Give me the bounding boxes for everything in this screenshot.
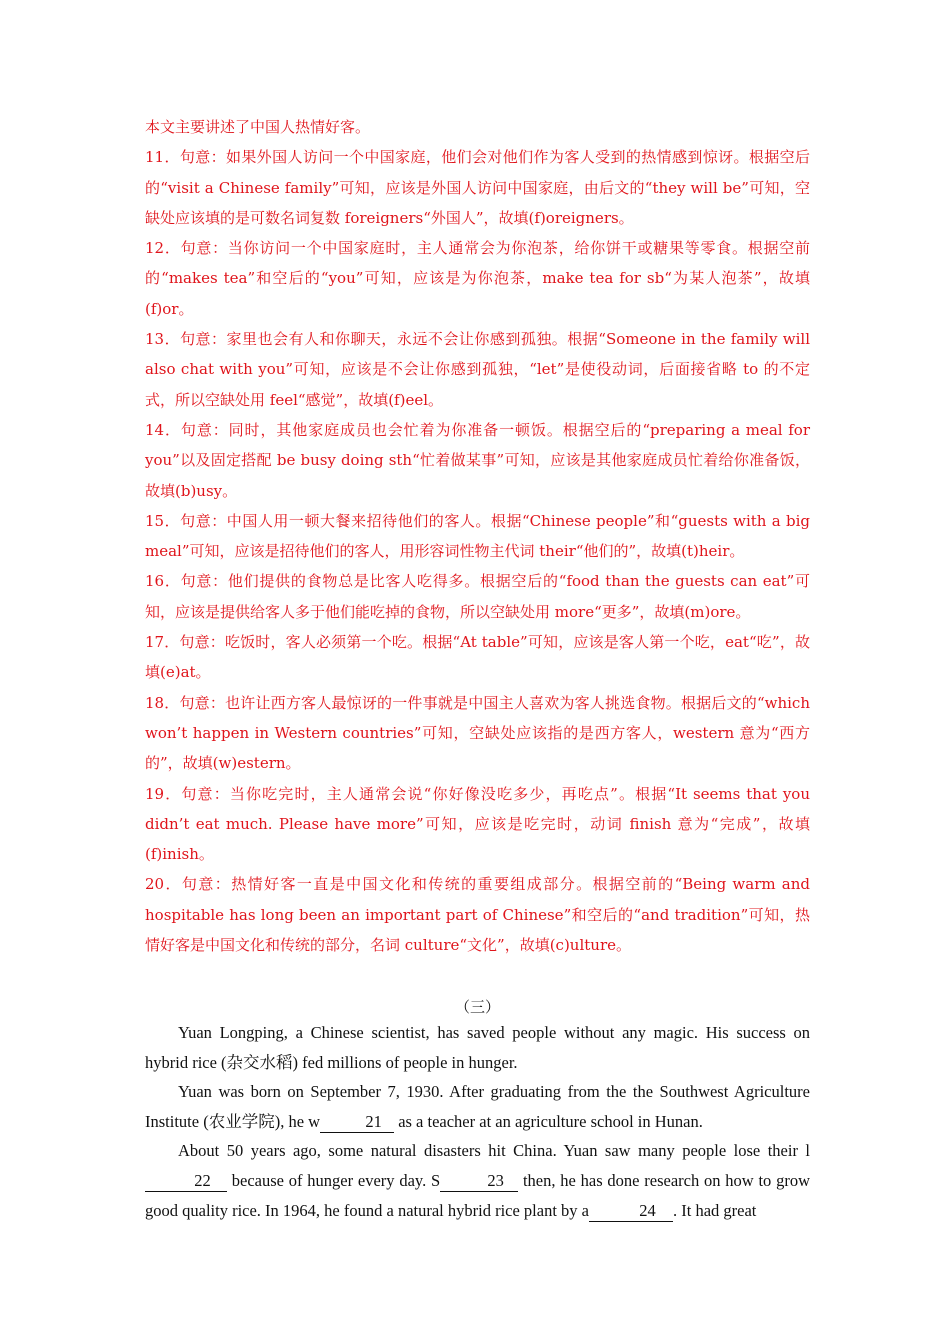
answer-item-12: 12．句意：当你访问一个中国家庭时，主人通常会为你泡茶，给你饼干或糖果等零食。根据空前的“makes tea”和空后的“you”可知，应该是为你泡茶，make tea for sb“为某人泡茶”，故填(f)or。 [145,239,810,318]
answer-item-14: 14．句意：同时，其他家庭成员也会忙着为你准备一顿饭。根据空后的“preparing a meal for you”以及固定搭配 be busy doing sth“忙着做某事”可知，应该是其他家庭成员忙着给你准备饭，故填(b)usy。 [145,420,810,500]
passage-paragraph-1: Yuan Longping, a Chinese scientist, has saved people without any magic. His success on hybrid rice (杂交水稻) fed millions of people in hunger. [145,1023,810,1072]
answer-item-19: 19．句意：当你吃完时，主人通常会说“你好像没吃多少，再吃点”。根据“It seems that you didn’t eat much. Please have more”可知，应该是吃完时，动词 finish 意为“完成”，故填(f)inish。 [145,784,810,864]
answer-item-18: 18．句意：也许让西方客人最惊讶的一件事就是中国主人喜欢为客人挑选食物。根据后文的“which won’t happen in Western countries”可知，空缺处应该指的是西方客人，western 意为“西方的”，故填(w)estern。 [145,693,810,773]
answer-item-20: 20．句意：热情好客一直是中国文化和传统的重要组成部分。根据空前的“Being warm and hospitable has long been an important part of Chinese”和空后的“and tradition”可知，热情好客是中国文化和传统的部分，名词 culture“文化”，故填(c)ulture。 [145,875,810,955]
reading-passage [145,1018,810,1225]
answer-item-11: 11．句意：如果外国人访问一个中国家庭，他们会对他们作为客人受到的热情感到惊讶。根据空后的“visit a Chinese family”可知，应该是外国人访问中国家庭，由后文的“they will be”可知，空缺处应该填的是可数名词复数 foreigners“外国人”，故填(f)oreigners。 [145,148,810,227]
passage-text: because of hunger every day. S [227,1170,441,1190]
blank-23: 23 [440,1171,518,1192]
answer-explanations [145,112,810,960]
passage-text: then, he has done research on how to grow good quality rice. In 1964, he found a natural hybrid rice plant by a [145,1170,810,1220]
blank-22: 22 [145,1171,227,1192]
passage-text: About 50 years ago, some natural disasters hit China. Yuan saw many people lose their l [178,1141,810,1161]
passage-text: . It had great [673,1200,757,1220]
section-title: （三） [454,998,500,1016]
answer-item-17: 17．句意：吃饭时，客人必须第一个吃。根据“At table”可知，应该是客人第一个吃，eat“吃”，故填(e)at。 [145,633,810,682]
answer-intro: 本文主要讲述了中国人热情好客。 [145,118,371,136]
passage-paragraph-2 [145,1077,810,1136]
answer-item-16: 16．句意：他们提供的食物总是比客人吃得多。根据空后的“food than the guests can eat”可知，应该是提供给客人多于他们能吃掉的食物，所以空缺处用 more“更多”，故填(m)ore。 [145,572,810,621]
passage-text: Yuan was born on September 7, 1930. After graduating from the the Southwest Agriculture Institute (农业学院), he w [145,1082,810,1131]
blank-21: 21 [320,1112,394,1133]
blank-24: 24 [589,1201,673,1222]
answer-item-13: 13．句意：家里也会有人和你聊天，永远不会让你感到孤独。根据“Someone in the family will also chat with you”可知，应该是不会让你感到孤独，“let”是使役动词，后面接省略 to 的不定式，所以空缺处用 feel“感觉”，故填(f)eel。 [145,330,810,409]
passage-paragraph-3 [145,1136,810,1225]
passage-text: as a teacher at an agriculture school in Hunan. [394,1111,703,1131]
answer-item-15: 15．句意：中国人用一顿大餐来招待他们的客人。根据“Chinese people”和“guests with a big meal”可知，应该是招待他们的客人，用形容词性物主代词 their“他们的”，故填(t)heir。 [145,511,810,561]
